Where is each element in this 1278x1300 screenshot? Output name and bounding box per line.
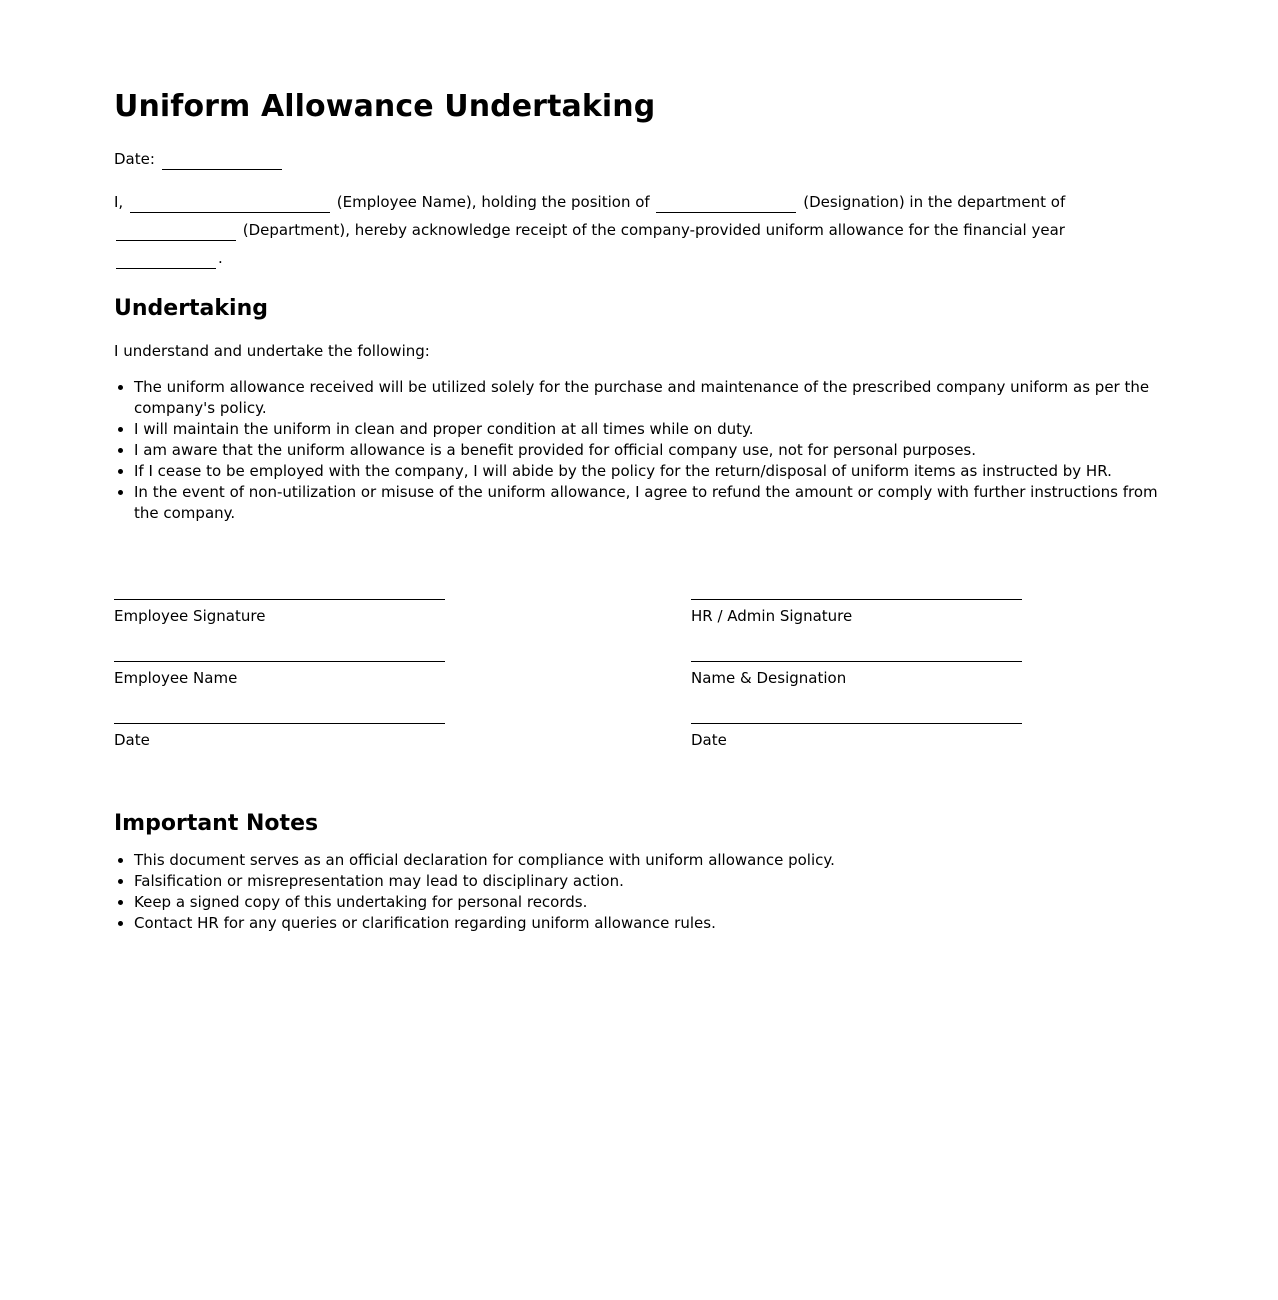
designation-blank[interactable] — [656, 192, 796, 213]
hr-date-label: Date — [691, 731, 727, 749]
employee-date-label: Date — [114, 731, 150, 749]
hr-date-line[interactable] — [691, 723, 1022, 724]
signature-section — [114, 599, 1164, 759]
list-item: • The uniform allowance received will be utilized solely for the purchase and maintenance of the prescribed company uniform as per the company's policy. — [134, 377, 1164, 419]
list-item: • Contact HR for any queries or clarification regarding uniform allowance rules. — [134, 913, 1164, 934]
list-item: • I will maintain the uniform in clean and proper condition at all times while on duty. — [134, 419, 1164, 440]
list-item: • This document serves as an official declaration for compliance with uniform allowance policy. — [134, 850, 1164, 871]
employee-name-line[interactable] — [114, 661, 445, 662]
important-notes-list — [114, 850, 1164, 934]
employee-signature-line[interactable] — [114, 599, 445, 600]
hr-signature-line[interactable] — [691, 599, 1022, 600]
undertaking-lead: I understand and undertake the following: — [114, 342, 430, 360]
intro-designation-suffix: (Designation) in the department of — [803, 193, 1066, 211]
hr-signature-block — [691, 599, 1022, 626]
employee-signature-label: Employee Signature — [114, 607, 266, 625]
date-label: Date: — [114, 150, 155, 168]
employee-signature-block — [114, 599, 445, 626]
date-row — [114, 145, 1164, 173]
intro-end: . — [218, 249, 223, 267]
list-item: • I am aware that the uniform allowance is a benefit provided for official company use, not for personal purposes. — [134, 440, 1164, 461]
list-item: • Falsification or misrepresentation may lead to disciplinary action. — [134, 871, 1164, 892]
page-title: Uniform Allowance Undertaking — [114, 89, 656, 124]
hr-name-designation-line[interactable] — [691, 661, 1022, 662]
undertaking-heading: Undertaking — [114, 296, 268, 321]
intro-employee-name-suffix: (Employee Name), holding the position of — [336, 193, 650, 211]
financial-year-blank[interactable] — [116, 248, 216, 269]
employee-name-block — [114, 661, 445, 688]
intro-paragraph — [114, 188, 1154, 272]
important-notes-heading: Important Notes — [114, 811, 319, 836]
hr-signature-label: HR / Admin Signature — [691, 607, 853, 625]
date-blank[interactable] — [162, 149, 282, 170]
hr-name-designation-label: Name & Designation — [691, 669, 847, 687]
employee-date-block — [114, 723, 445, 750]
intro-department-suffix: (Department), hereby acknowledge receipt of the company-provided uniform allowance for the financial year — [242, 221, 1065, 239]
list-item: • In the event of non-utilization or misuse of the uniform allowance, I agree to refund the amount or comply with further instructions from the company. — [134, 482, 1164, 524]
employee-date-line[interactable] — [114, 723, 445, 724]
list-item: • Keep a signed copy of this undertaking for personal records. — [134, 892, 1164, 913]
hr-date-block — [691, 723, 1022, 750]
list-item: • If I cease to be employed with the company, I will abide by the policy for the return/disposal of uniform items as instructed by HR. — [134, 461, 1164, 482]
hr-name-designation-block — [691, 661, 1022, 688]
department-blank[interactable] — [116, 220, 236, 241]
undertaking-list — [114, 377, 1164, 524]
employee-name-blank[interactable] — [130, 192, 330, 213]
employee-name-label: Employee Name — [114, 669, 238, 687]
intro-prefix: I, — [114, 193, 124, 211]
